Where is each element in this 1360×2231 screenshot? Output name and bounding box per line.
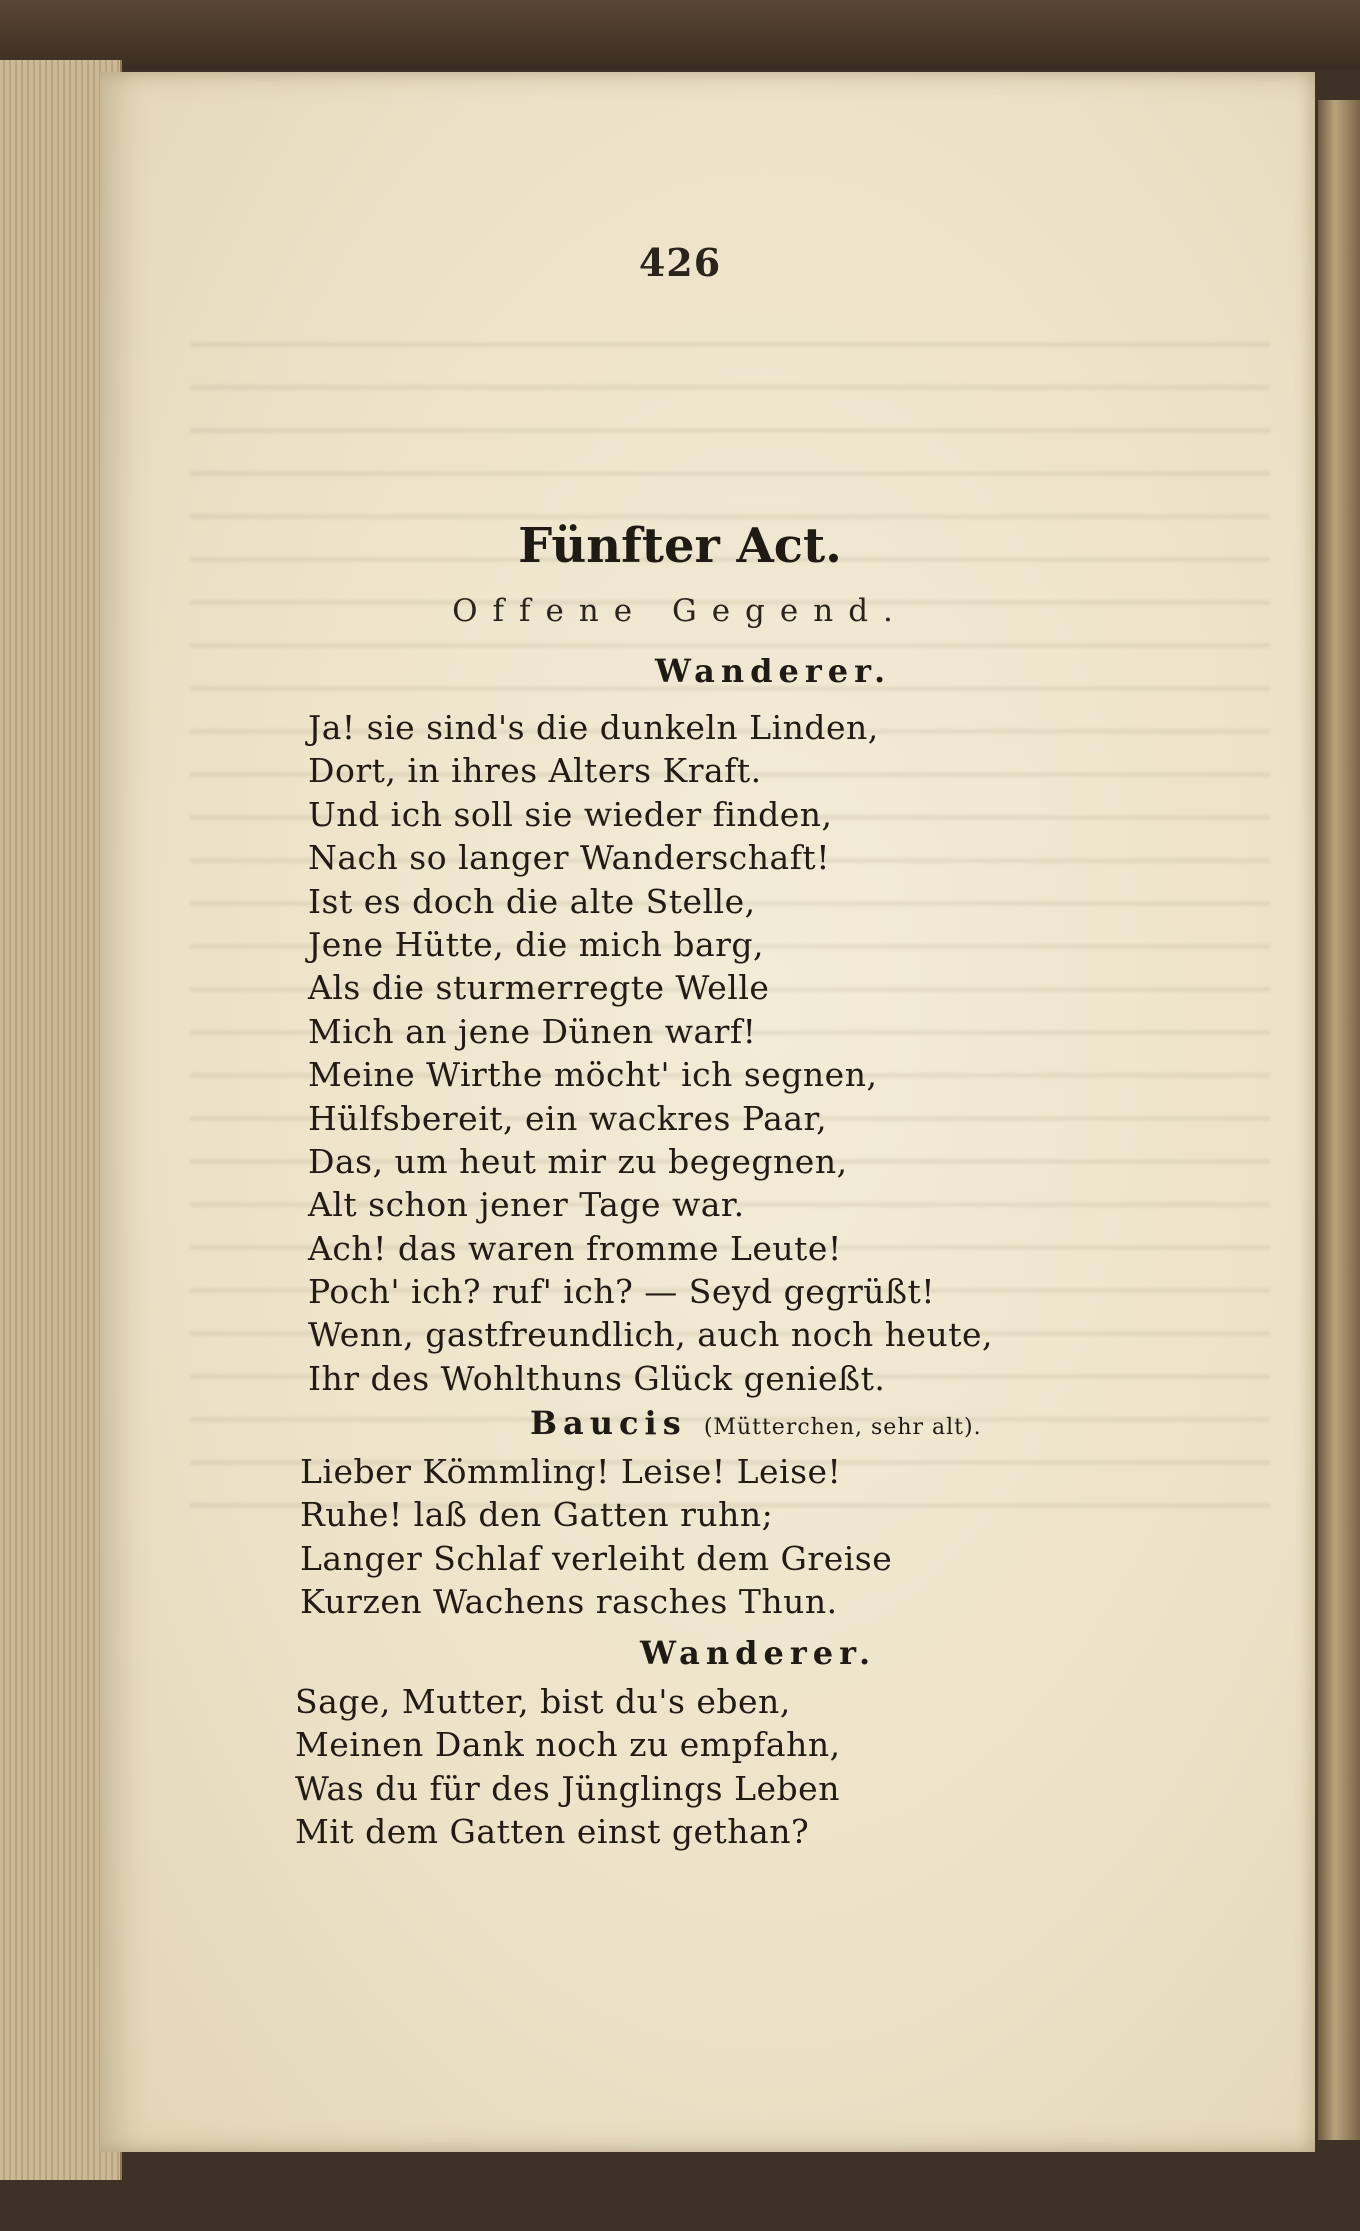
verse-line: Poch' ich? ruf' ich? — Seyd gegrüßt! — [308, 1272, 936, 1312]
speaker-heading — [655, 652, 891, 690]
book-cover-edge — [0, 0, 1360, 70]
verse-block — [295, 1680, 841, 1854]
verse-line: Sage, Mutter, bist du's eben, — [295, 1682, 791, 1721]
right-page-edge — [1318, 100, 1360, 2140]
verse-line: Kurzen Wachens rasches Thun. — [300, 1582, 838, 1622]
verse-block — [300, 1450, 892, 1624]
verse-line: Langer Schlaf verleiht dem Greise — [300, 1538, 893, 1578]
verse-line: Ja! sie sind's die dunkeln Linden, — [308, 708, 879, 747]
speaker-heading — [640, 1634, 876, 1672]
verse-line: Ist es doch die alte Stelle, — [308, 881, 756, 921]
verse-line: Nach so langer Wanderschaft! — [308, 838, 830, 878]
verse-line: Alt schon jener Tage war. — [308, 1185, 745, 1225]
verse-line: Was du für des Jünglings Leben — [295, 1768, 840, 1808]
stage-direction: (Mütterchen, sehr alt). — [703, 1415, 982, 1440]
verse-line: Mit dem Gatten einst gethan? — [295, 1812, 810, 1852]
verse-line: Meine Wirthe möcht' ich segnen, — [308, 1055, 878, 1095]
verse-line: Jene Hütte, die mich barg, — [308, 924, 765, 964]
verse-line: Wenn, gastfreundlich, auch noch heute, — [308, 1315, 994, 1355]
verse-line: Lieber Kömmling! Leise! Leise! — [300, 1452, 842, 1491]
verse-line: Dort, in ihres Alters Kraft. — [308, 751, 762, 791]
page-number: 426 — [638, 240, 722, 285]
verse-line: Als die sturmerregte Welle — [308, 968, 770, 1008]
verse-block — [308, 706, 993, 1400]
verse-line: Meinen Dank noch zu empfahn, — [295, 1725, 841, 1765]
verse-line: Mich an jene Dünen warf! — [308, 1011, 757, 1051]
verse-line: Hülfsbereit, ein wackres Paar, — [308, 1098, 828, 1138]
act-title: Fünfter Act. — [518, 518, 842, 574]
speaker-name: Baucis — [530, 1404, 687, 1442]
verse-line: Ihr des Wohlthuns Glück genießt. — [308, 1358, 886, 1398]
scene-setting: Offene Gegend. — [452, 593, 908, 629]
speaker-name: Wanderer. — [655, 652, 892, 690]
verse-line: Das, um heut mir zu begegnen, — [308, 1141, 848, 1181]
speaker-heading — [530, 1404, 982, 1442]
speaker-name: Wanderer. — [640, 1634, 877, 1672]
verse-line: Und ich soll sie wieder finden, — [308, 794, 833, 834]
verse-line: Ruhe! laß den Gatten ruhn; — [300, 1495, 774, 1535]
verse-line: Ach! das waren fromme Leute! — [308, 1228, 842, 1268]
